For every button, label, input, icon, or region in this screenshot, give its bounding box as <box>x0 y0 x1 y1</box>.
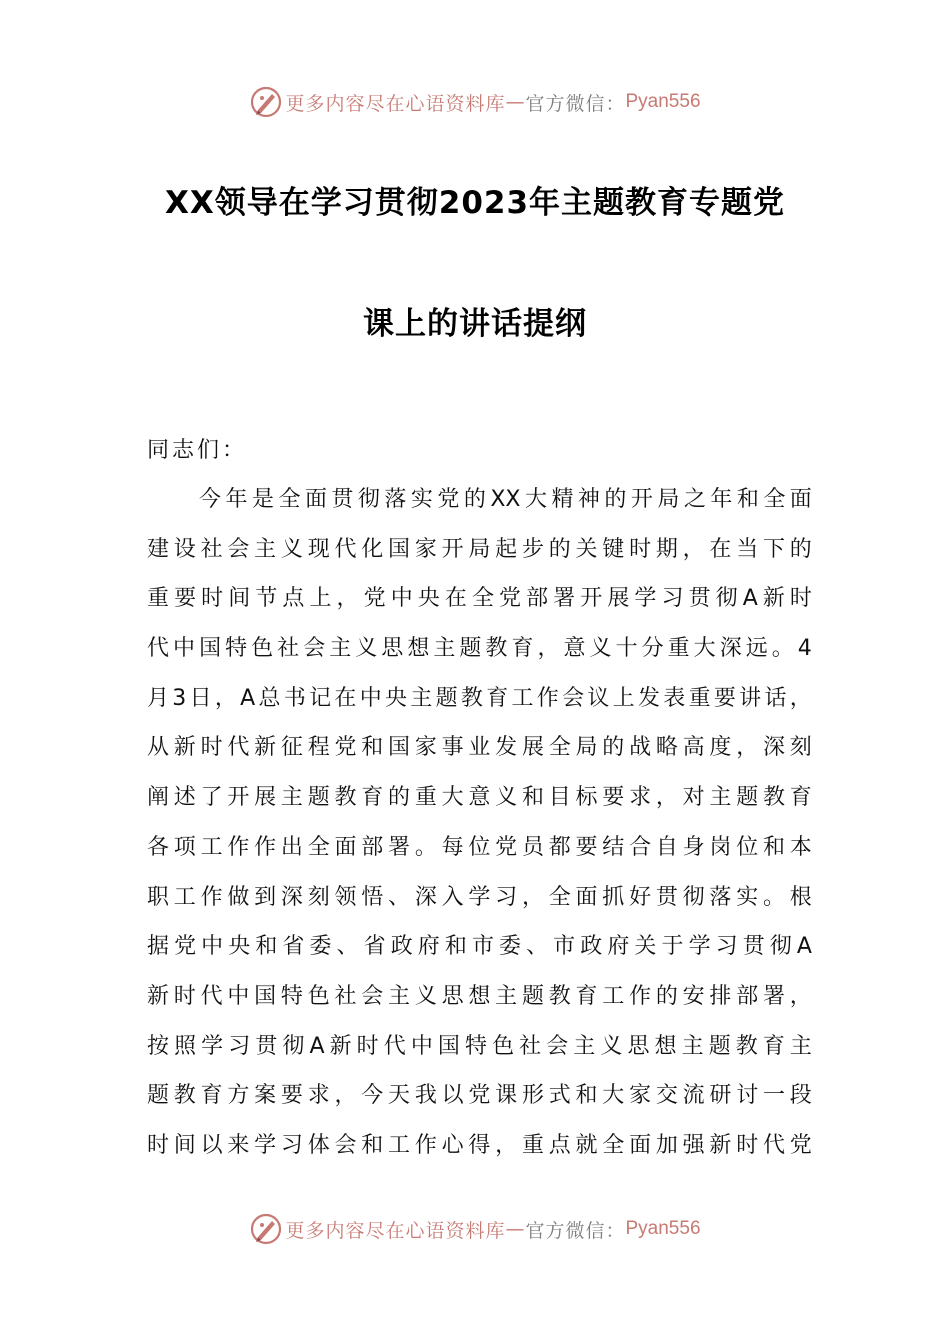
document-title-line-2: 课上的讲话提纲 <box>363 306 587 342</box>
document-title-line-1: XX领导在学习贯彻2023年主题教育专题党 <box>164 185 786 221</box>
header-watermark <box>0 82 950 122</box>
body-line: 代 中 国 特 色 社 会 主 义 思 想 主 题 教 育 ， 意 义 十 分 重 大 深 远 。 4 <box>147 636 812 662</box>
body-line: 建 设 社 会 主 义 现 代 化 国 家 开 局 起 步 的 关 键 时 期 ， 在 当 下 的 <box>147 536 812 562</box>
body-line: 时 间 以 来 学 习 体 会 和 工 作 心 得 ， 重 点 就 全 面 加 强 新 时 代 党 <box>147 1132 812 1158</box>
body-line: 今 年 是 全 面 贯 彻 落 实 党 的 XX 大 精 神 的 开 局 之 年 和 全 面 <box>199 487 812 512</box>
body-line: 各 项 工 作 作 出 全 面 部 署 。 每 位 党 员 都 要 结 合 自 身 岗 位 和 本 <box>147 834 812 860</box>
pen-circle-logo-icon <box>249 85 283 119</box>
watermark-wechat-id: Pyan556 <box>625 1218 701 1239</box>
body-line: 据 党 中 央 和 省 委 、 省 政 府 和 市 委 、 市 政 府 关 于 学 习 贯 彻 A <box>147 934 812 960</box>
body-line: 重 要 时 间 节 点 上 ， 党 中 央 在 全 党 部 署 开 展 学 习 贯 彻 A 新 时 <box>147 586 812 612</box>
body-line: 阐 述 了 开 展 主 题 教 育 的 重 大 意 义 和 目 标 要 求 ， 对 主 题 教 育 <box>147 785 812 811</box>
body-line: 月 3 日 ， A 总 书 记 在 中 央 主 题 教 育 工 作 会 议 上 发 表 重 要 讲 话 ， <box>147 685 812 711</box>
body-line: 题 教 育 方 案 要 求 ， 今 天 我 以 党 课 形 式 和 大 家 交 流 研 讨 一 段 <box>147 1083 812 1109</box>
watermark-dash: — <box>505 1218 526 1240</box>
watermark-official: 官方微信： <box>525 1219 626 1242</box>
body-line: 职 工 作 做 到 深 刻 领 悟 、 深 入 学 习 ， 全 面 抓 好 贯 彻 落 实 。 根 <box>147 884 812 910</box>
salutation: 同志们： <box>147 438 248 463</box>
watermark-official: 官方微信： <box>525 92 626 115</box>
watermark-brand: 更多内容尽在心语资料库 <box>285 92 506 115</box>
body-line: 按 照 学 习 贯 彻 A 新 时 代 中 国 特 色 社 会 主 义 思 想 主 题 教 育 主 <box>147 1033 812 1059</box>
footer-watermark <box>0 1209 950 1249</box>
body-line: 新 时 代 中 国 特 色 社 会 主 义 思 想 主 题 教 育 工 作 的 安 排 部 署 ， <box>147 983 812 1009</box>
body-line: 从 新 时 代 新 征 程 党 和 国 家 事 业 发 展 全 局 的 战 略 高 度 ， 深 刻 <box>147 735 812 761</box>
watermark-brand: 更多内容尽在心语资料库 <box>285 1219 506 1242</box>
body-paragraph <box>147 478 812 1174</box>
watermark-dash: — <box>505 91 526 113</box>
pen-circle-logo-icon <box>249 1212 283 1246</box>
watermark-wechat-id: Pyan556 <box>625 91 701 112</box>
